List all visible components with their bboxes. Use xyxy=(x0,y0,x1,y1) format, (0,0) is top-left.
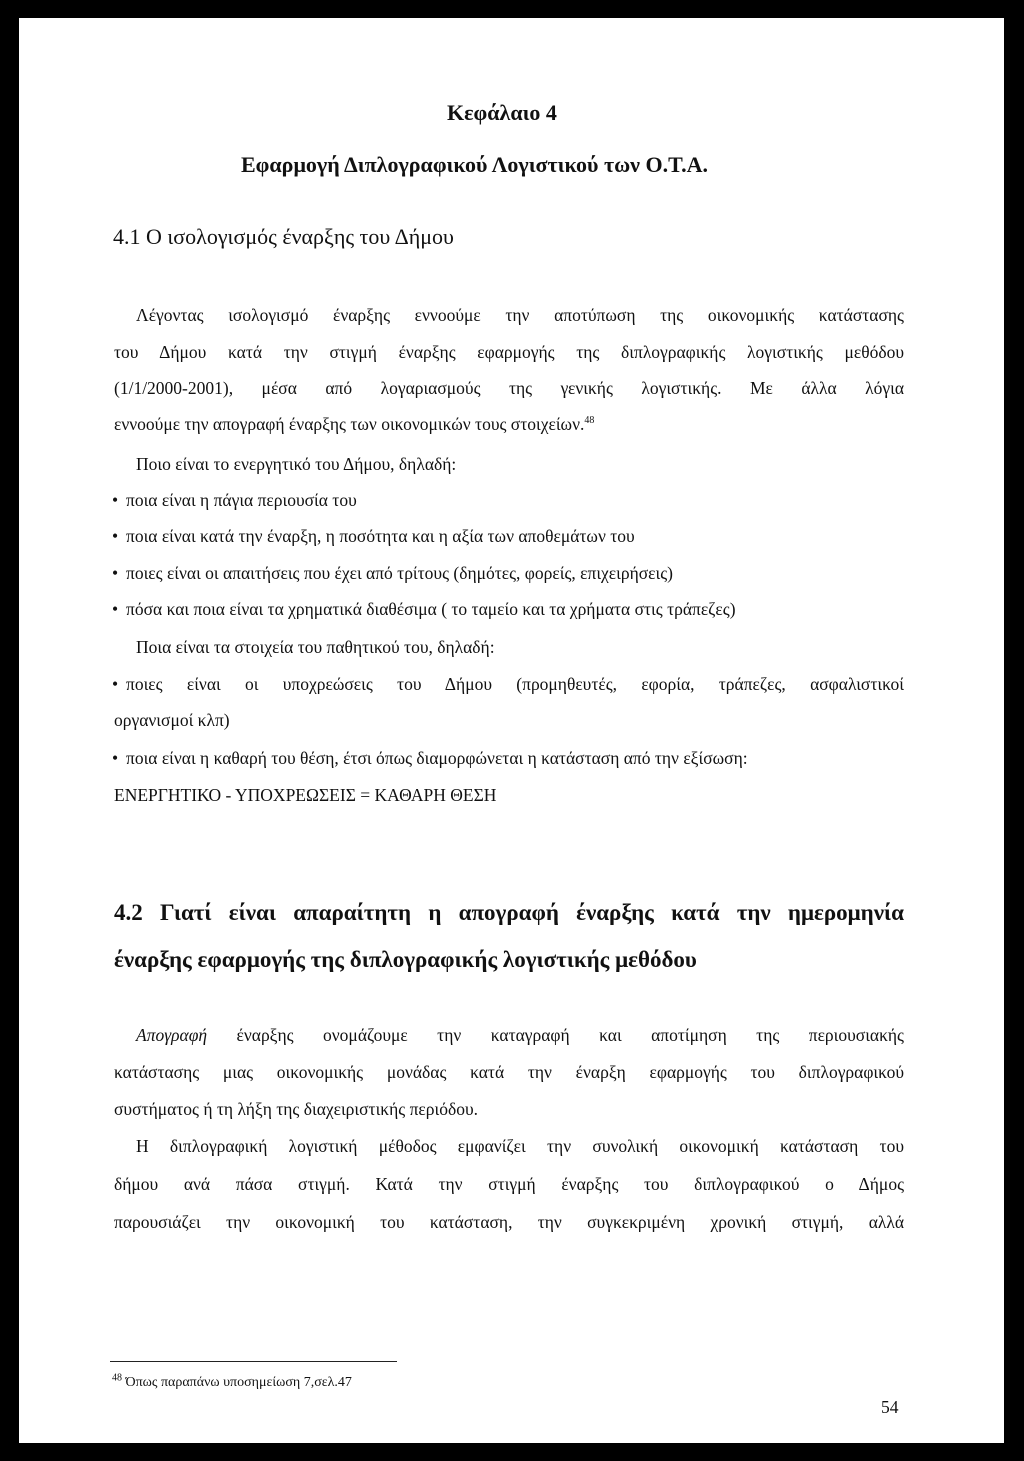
para2-line-1: Απογραφή έναρξης ονομάζουμε την καταγραφή και αποτίμηση της περιουσιακής xyxy=(136,1025,904,1045)
emphasis-term: Απογραφή xyxy=(136,1025,208,1045)
page-number: 54 xyxy=(881,1397,899,1417)
list-item: • ποια είναι η πάγια περιουσία του xyxy=(112,490,357,510)
para2-line-3: συστήματος ή τη λήξη της διαχειριστικής περιόδου. xyxy=(114,1099,478,1119)
para3-line-2: δήμου ανά πάσα στιγμή. Κατά την στιγμή έναρξης του διπλογραφικού ο Δήμος xyxy=(114,1174,904,1194)
footnote-reference: 48 xyxy=(584,415,595,427)
footnote-number: 48 xyxy=(112,1372,122,1384)
footnote-divider xyxy=(110,1361,397,1362)
list-item: • ποια είναι η καθαρή του θέση, έτσι όπως διαμορφώνεται η κατάσταση από την εξίσωση: xyxy=(112,748,748,768)
footnote: $^{48}$ Όπως παραπάνω υποσημείωση 7,σελ.47 xyxy=(112,1372,352,1390)
list-item: • ποια είναι κατά την έναρξη, η ποσότητα και η αξία των αποθεμάτων του xyxy=(112,526,635,546)
list-item: • ποιες είναι οι υποχρεώσεις του Δήμου (προμηθευτές, εφορία, τράπεζες, ασφαλιστικοί xyxy=(112,674,904,694)
document-page xyxy=(19,18,1004,1443)
chapter-title: Κεφάλαιο 4 xyxy=(447,100,557,125)
list-item-continuation: οργανισμοί κλπ) xyxy=(114,710,230,730)
section-heading-4-2-line-2: έναρξης εφαρμογής της διπλογραφικής λογιστικής μεθόδου xyxy=(114,947,697,972)
para-line-3: (1/1/2000-2001), μέσα από λογαριασμούς της γενικής λογιστικής. Με άλλα λόγια xyxy=(114,378,904,398)
para-line-2: του Δήμου κατά την στιγμή έναρξης εφαρμογής της διπλογραφικής λογιστικής μεθόδου xyxy=(114,342,904,362)
balance-equation: ΕΝΕΡΓΗΤΙΚΟ - ΥΠΟΧΡΕΩΣΕΙΣ = ΚΑΘΑΡΗ ΘΕΣΗ xyxy=(114,785,497,805)
list-item: • ποιες είναι οι απαιτήσεις που έχει από τρίτους (δημότες, φορείς, επιχειρήσεις) xyxy=(112,563,673,583)
liabilities-intro: Ποια είναι τα στοιχεία του παθητικού του, δηλαδή: xyxy=(136,637,495,657)
assets-intro: Ποιο είναι το ενεργητικό του Δήμου, δηλαδή: xyxy=(136,454,457,474)
section-heading-4-2-line-1: 4.2 Γιατί είναι απαραίτητη η απογραφή έναρξης κατά την ημερομηνία xyxy=(114,900,904,925)
section-heading-4-1: 4.1 Ο ισολογισμός έναρξης του Δήμου xyxy=(113,224,454,249)
list-item: • πόσα και ποια είναι τα χρηματικά διαθέσιμα ( το ταμείο και τα χρήματα στις τράπεζες) xyxy=(112,599,736,619)
para-line-1: Λέγοντας ισολογισμό έναρξης εννοούμε την αποτύπωση της οικονομικής κατάστασης xyxy=(136,305,904,325)
para3-line-1: Η διπλογραφική λογιστική μέθοδος εμφανίζει την συνολική οικονομική κατάσταση του xyxy=(136,1136,904,1156)
chapter-subtitle: Εφαρμογή Διπλογραφικού Λογιστικού των Ο.Τ.Α. xyxy=(241,152,709,177)
para3-line-3: παρουσιάζει την οικονομική του κατάσταση, την συγκεκριμένη χρονική στιγμή, αλλά xyxy=(114,1212,904,1232)
para-line-4: εννοούμε την απογραφή έναρξης των οικονομικών τους στοιχείων.$^{48}$ xyxy=(114,414,595,434)
para2-line-2: κατάστασης μιας οικονομικής μονάδας κατά την έναρξη εφαρμογής του διπλογραφικού xyxy=(114,1062,904,1082)
